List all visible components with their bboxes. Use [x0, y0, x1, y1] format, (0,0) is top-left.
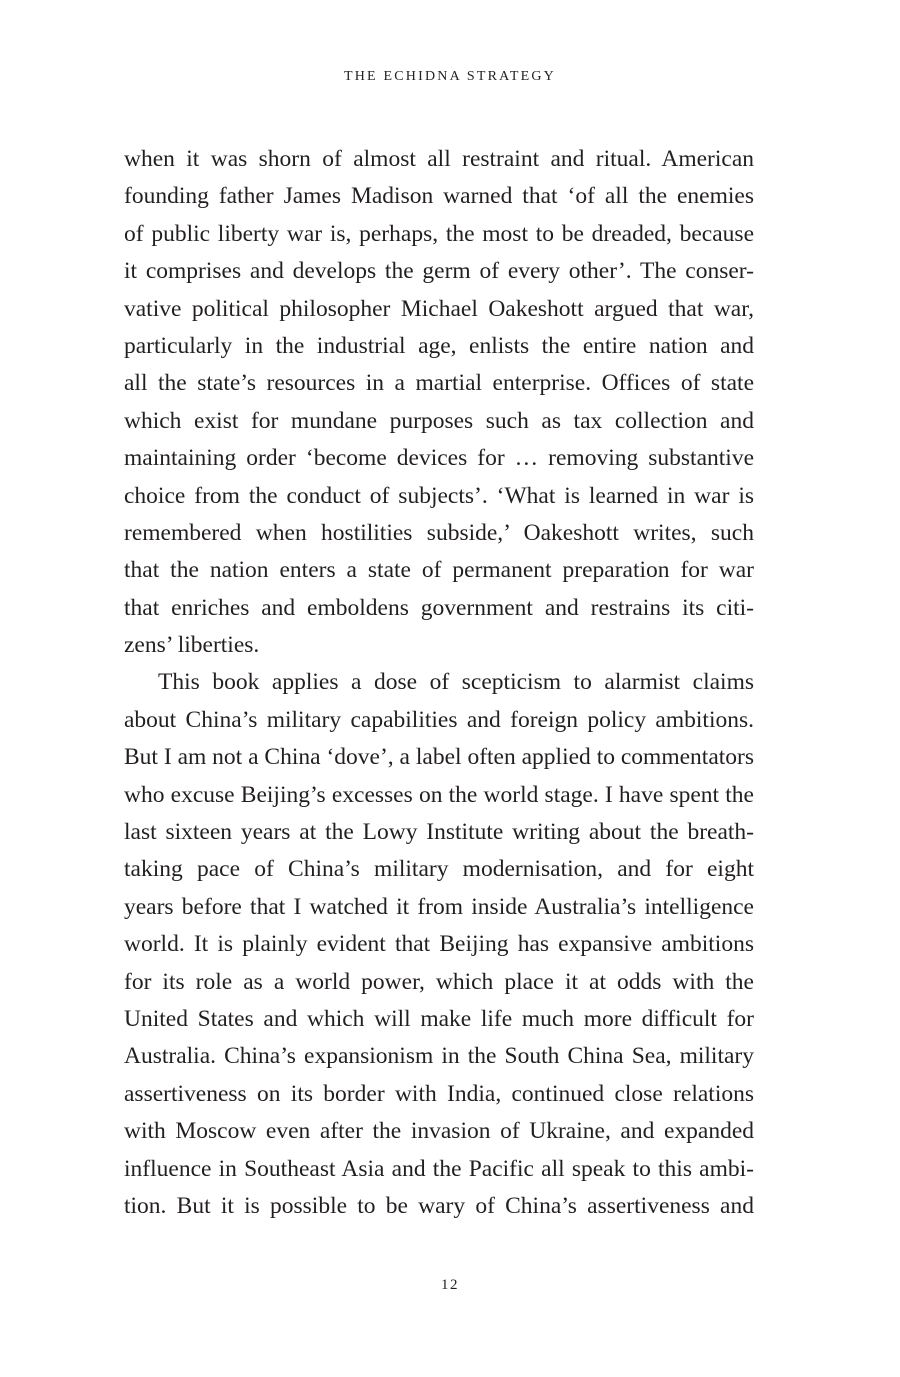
- text-line: influence in Southeast Asia and the Pacific all speak to this ambi-: [124, 1155, 754, 1182]
- text-line: who excuse Beijing’s excesses on the world stage. I have spent the: [124, 781, 754, 808]
- text-line: with Moscow even after the invasion of Ukraine, and expanded: [124, 1118, 754, 1145]
- text-line: This book applies a dose of scepticism to alarmist claims: [158, 669, 754, 696]
- text-line: zens’ liberties.: [124, 632, 260, 659]
- text-line: world. It is plainly evident that Beijing has expansive ambitions: [124, 931, 754, 958]
- text-line: assertiveness on its border with India, continued close relations: [124, 1080, 754, 1107]
- text-line: choice from the conduct of subjects’. ‘What is learned in war is: [124, 482, 754, 509]
- text-line: all the state’s resources in a martial enterprise. Offices of state: [124, 370, 754, 397]
- text-line: United States and which will make life much more difficult for: [124, 1005, 754, 1032]
- page-number: 12: [441, 1277, 459, 1293]
- text-line: it comprises and develops the germ of every other’. The conser-: [124, 258, 754, 285]
- text-line: for its role as a world power, which place it at odds with the: [124, 968, 754, 995]
- paragraph: [124, 141, 754, 664]
- text-line: which exist for mundane purposes such as tax collection and: [124, 407, 754, 434]
- text-line: tion. But it is possible to be wary of China’s assertiveness and: [124, 1192, 754, 1219]
- body-text: [124, 141, 754, 1225]
- text-line: vative political philosopher Michael Oakeshott argued that war,: [124, 295, 754, 322]
- paragraph: [124, 664, 754, 1225]
- text-line: that enriches and emboldens government and restrains its citi-: [124, 594, 754, 621]
- running-head: THE ECHIDNA STRATEGY: [344, 69, 556, 84]
- text-line: founding father James Madison warned that ‘of all the enemies: [124, 183, 754, 210]
- text-line: remembered when hostilities subside,’ Oakeshott writes, such: [124, 519, 754, 546]
- text-line: years before that I watched it from inside Australia’s intelligence: [124, 893, 754, 920]
- text-line: about China’s military capabilities and foreign policy ambitions.: [124, 706, 754, 733]
- text-line: taking pace of China’s military modernisation, and for eight: [124, 856, 754, 883]
- text-line: of public liberty war is, perhaps, the most to be dreaded, because: [124, 220, 754, 247]
- text-line: when it was shorn of almost all restraint and ritual. American: [124, 146, 754, 172]
- text-line: maintaining order ‘become devices for … removing substantive: [124, 445, 754, 472]
- text-line: that the nation enters a state of permanent preparation for war: [124, 557, 754, 584]
- text-line: Australia. China’s expansionism in the South China Sea, military: [124, 1043, 754, 1070]
- text-line: last sixteen years at the Lowy Institute writing about the breath-: [124, 819, 754, 846]
- text-line: particularly in the industrial age, enlists the entire nation and: [124, 332, 754, 359]
- text-line: But I am not a China ‘dove’, a label often applied to commentators: [124, 744, 754, 771]
